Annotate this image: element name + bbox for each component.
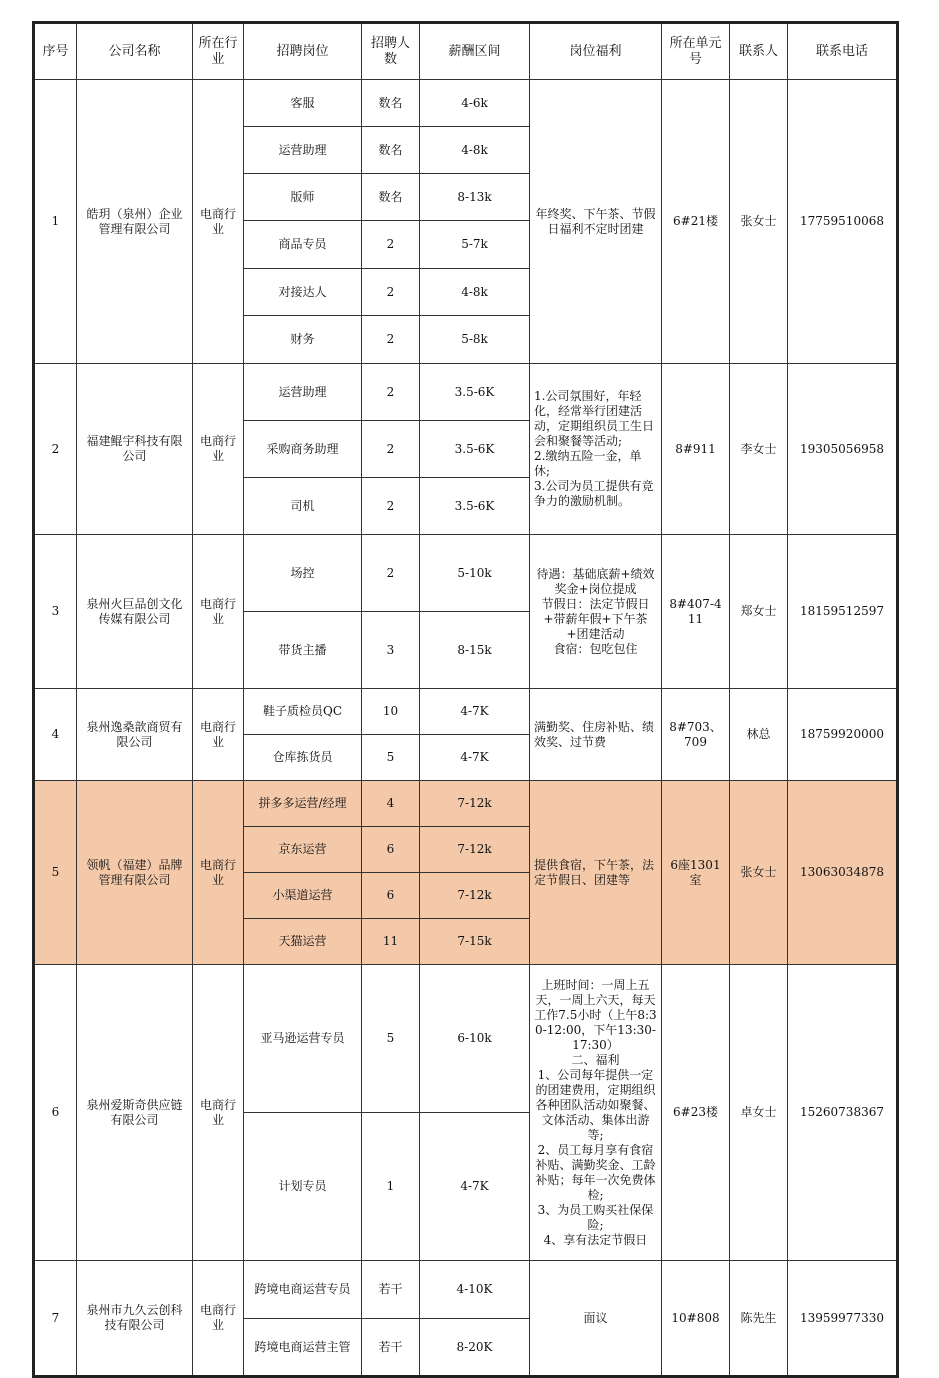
job-title: 仓库拣货员	[244, 735, 362, 781]
job-title: 司机	[244, 478, 362, 535]
salary-range: 5-10k	[420, 535, 530, 612]
salary-range: 4-7K	[420, 1113, 530, 1261]
salary-range: 5-8k	[420, 316, 530, 364]
header-count: 招聘人数	[362, 23, 420, 80]
header-contact: 联系人	[730, 23, 788, 80]
header-industry: 所在行业	[193, 23, 244, 80]
salary-range: 8-15k	[420, 612, 530, 689]
salary-range: 4-6k	[420, 80, 530, 127]
job-title: 鞋子质检员QC	[244, 689, 362, 735]
job-title: 拼多多运营/经理	[244, 781, 362, 827]
hire-count: 数名	[362, 174, 420, 221]
hire-count: 2	[362, 421, 420, 478]
job-title: 财务	[244, 316, 362, 364]
table-row	[34, 965, 898, 1113]
row-number: 6	[34, 965, 77, 1261]
hire-count: 数名	[362, 127, 420, 174]
row-number: 4	[34, 689, 77, 781]
salary-range: 4-7K	[420, 735, 530, 781]
hire-count: 11	[362, 919, 420, 965]
header-unit: 所在单元号	[662, 23, 730, 80]
recruitment-table	[32, 21, 899, 1378]
company-name: 皓玥（泉州）企业管理有限公司	[77, 80, 193, 364]
benefits: 面议	[530, 1261, 662, 1377]
hire-count: 若干	[362, 1261, 420, 1319]
salary-range: 8-13k	[420, 174, 530, 221]
phone-number: 17759510068	[788, 80, 898, 364]
hire-count: 6	[362, 873, 420, 919]
row-number: 2	[34, 364, 77, 535]
table-body	[34, 80, 898, 1377]
hire-count: 3	[362, 612, 420, 689]
benefits: 待遇：基础底薪+绩效奖金+岗位提成 节假日：法定节假日+带薪年假+下午茶+团建活动 食宿：包吃包住	[530, 535, 662, 689]
header-no: 序号	[34, 23, 77, 80]
header-position: 招聘岗位	[244, 23, 362, 80]
phone-number: 18759920000	[788, 689, 898, 781]
hire-count: 2	[362, 364, 420, 421]
hire-count: 2	[362, 478, 420, 535]
hire-count: 1	[362, 1113, 420, 1261]
header-benefits: 岗位福利	[530, 23, 662, 80]
job-title: 跨境电商运营主管	[244, 1319, 362, 1377]
benefits: 满勤奖、住房补贴、绩效奖、过节费	[530, 689, 662, 781]
salary-range: 4-8k	[420, 127, 530, 174]
job-title: 版师	[244, 174, 362, 221]
row-number: 7	[34, 1261, 77, 1377]
hire-count: 2	[362, 316, 420, 364]
industry: 电商行业	[193, 80, 244, 364]
industry: 电商行业	[193, 364, 244, 535]
job-title: 计划专员	[244, 1113, 362, 1261]
row-number: 1	[34, 80, 77, 364]
salary-range: 7-12k	[420, 873, 530, 919]
unit-number: 6#23楼	[662, 965, 730, 1261]
job-title: 运营助理	[244, 364, 362, 421]
unit-number: 10#808	[662, 1261, 730, 1377]
salary-range: 7-15k	[420, 919, 530, 965]
phone-number: 13959977330	[788, 1261, 898, 1377]
industry: 电商行业	[193, 1261, 244, 1377]
salary-range: 4-8k	[420, 269, 530, 316]
salary-range: 8-20K	[420, 1319, 530, 1377]
job-title: 场控	[244, 535, 362, 612]
company-name: 泉州火巨品创文化传媒有限公司	[77, 535, 193, 689]
phone-number: 18159512597	[788, 535, 898, 689]
unit-number: 6座1301室	[662, 781, 730, 965]
benefits: 年终奖、下午茶、节假日福利不定时团建	[530, 80, 662, 364]
company-name: 福建鲲宇科技有限公司	[77, 364, 193, 535]
company-name: 泉州市九久云创科技有限公司	[77, 1261, 193, 1377]
phone-number: 13063034878	[788, 781, 898, 965]
hire-count: 若干	[362, 1319, 420, 1377]
hire-count: 2	[362, 535, 420, 612]
header-salary: 薪酬区间	[420, 23, 530, 80]
phone-number: 15260738367	[788, 965, 898, 1261]
benefits: 上班时间：一周上五天，一周上六天，每天工作7.5小时（上午8:30-12:00，下午13:30-17:30） 二、福利 1、公司每年提供一定的团建费用，定期组织各种团队活动如聚餐、文体活动、集体出游等; 2、员工每月享有食宿补贴、满勤奖金、工龄补贴；每年一次免费体检; 3、为员工购买社保保险; 4、享有法定节假日	[530, 965, 662, 1261]
job-title: 京东运营	[244, 827, 362, 873]
table-row	[34, 364, 898, 421]
salary-range: 3.5-6K	[420, 364, 530, 421]
salary-range: 5-7k	[420, 221, 530, 269]
table-row	[34, 80, 898, 127]
job-title: 亚马逊运营专员	[244, 965, 362, 1113]
unit-number: 8#407-411	[662, 535, 730, 689]
company-name: 泉州逸桑歆商贸有限公司	[77, 689, 193, 781]
job-title: 运营助理	[244, 127, 362, 174]
hire-count: 数名	[362, 80, 420, 127]
unit-number: 6#21楼	[662, 80, 730, 364]
table-row	[34, 1261, 898, 1319]
industry: 电商行业	[193, 689, 244, 781]
salary-range: 6-10k	[420, 965, 530, 1113]
contact-person: 陈先生	[730, 1261, 788, 1377]
job-title: 小渠道运营	[244, 873, 362, 919]
hire-count: 2	[362, 269, 420, 316]
hire-count: 2	[362, 221, 420, 269]
header-phone: 联系电话	[788, 23, 898, 80]
job-title: 跨境电商运营专员	[244, 1261, 362, 1319]
job-title: 客服	[244, 80, 362, 127]
company-name: 泉州爱斯奇供应链有限公司	[77, 965, 193, 1261]
salary-range: 4-10K	[420, 1261, 530, 1319]
salary-range: 7-12k	[420, 827, 530, 873]
company-name: 领帆（福建）品牌管理有限公司	[77, 781, 193, 965]
hire-count: 4	[362, 781, 420, 827]
table-row	[34, 689, 898, 735]
job-title: 天猫运营	[244, 919, 362, 965]
table-row	[34, 535, 898, 612]
salary-range: 3.5-6K	[420, 478, 530, 535]
contact-person: 张女士	[730, 80, 788, 364]
unit-number: 8#703、709	[662, 689, 730, 781]
unit-number: 8#911	[662, 364, 730, 535]
salary-range: 3.5-6K	[420, 421, 530, 478]
contact-person: 张女士	[730, 781, 788, 965]
benefits: 1.公司氛围好，年轻化，经常举行团建活动，定期组织员工生日会和聚餐等活动; 2.缴纳五险一金，单休; 3.公司为员工提供有竞争力的激励机制。	[530, 364, 662, 535]
contact-person: 郑女士	[730, 535, 788, 689]
header-company: 公司名称	[77, 23, 193, 80]
hire-count: 5	[362, 735, 420, 781]
row-number: 5	[34, 781, 77, 965]
industry: 电商行业	[193, 781, 244, 965]
hire-count: 6	[362, 827, 420, 873]
contact-person: 林总	[730, 689, 788, 781]
job-title: 带货主播	[244, 612, 362, 689]
hire-count: 10	[362, 689, 420, 735]
hire-count: 5	[362, 965, 420, 1113]
industry: 电商行业	[193, 535, 244, 689]
salary-range: 4-7K	[420, 689, 530, 735]
contact-person: 李女士	[730, 364, 788, 535]
benefits: 提供食宿，下午茶，法定节假日、团建等	[530, 781, 662, 965]
phone-number: 19305056958	[788, 364, 898, 535]
job-title: 采购商务助理	[244, 421, 362, 478]
table-header-row	[34, 23, 898, 80]
salary-range: 7-12k	[420, 781, 530, 827]
table-row	[34, 781, 898, 827]
row-number: 3	[34, 535, 77, 689]
job-title: 商品专员	[244, 221, 362, 269]
industry: 电商行业	[193, 965, 244, 1261]
job-title: 对接达人	[244, 269, 362, 316]
contact-person: 卓女士	[730, 965, 788, 1261]
